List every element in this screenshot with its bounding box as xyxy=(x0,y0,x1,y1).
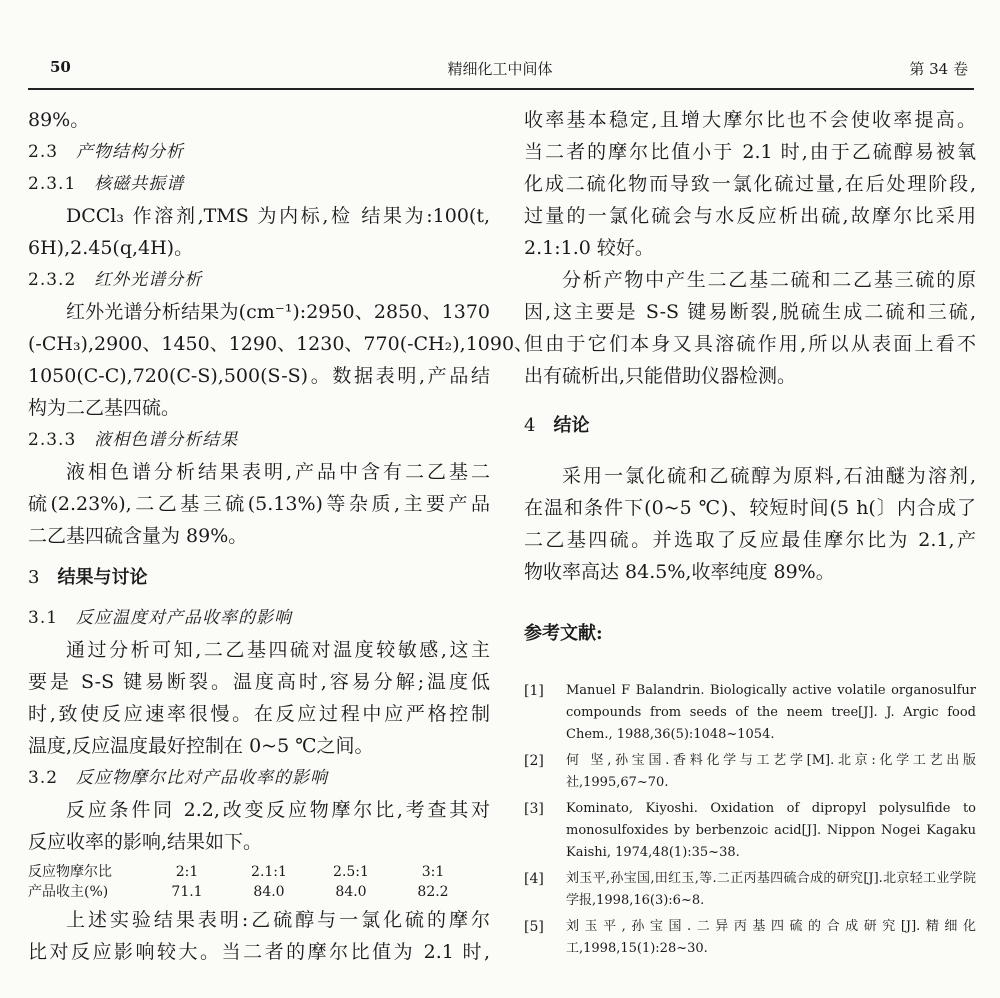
section-number: 3 xyxy=(28,567,40,588)
table-cell: 71.1 xyxy=(171,884,203,900)
reference-number: [1] xyxy=(524,683,544,699)
paragraph-line: 二乙基四硫。并选取了反应最佳摩尔比为 2.1,产 xyxy=(524,529,976,551)
subsection-heading xyxy=(28,168,490,200)
paragraph-line: 2.1:1.0 较好。 xyxy=(524,237,654,259)
table-row xyxy=(28,862,490,882)
section-heading xyxy=(28,762,490,794)
reference-text: Manuel F Balandrin. Biologically active volatile organosulfur compounds from seeds of the neem tree[J]. J. Argic food Chem., 1988,36(5):1048~1054. xyxy=(566,683,976,742)
paragraph-line: 要是 S-S 键易断裂。温度高时,容易分解;温度低 xyxy=(28,671,490,693)
paragraph-line: 温度,反应温度最好控制在 0~5 ℃之间。 xyxy=(28,735,374,757)
table-row xyxy=(28,882,490,902)
reference-number: [2] xyxy=(524,753,544,769)
section-title: 产物结构分析 xyxy=(76,142,185,162)
paragraph-line: 物收率高达 84.5%,收率纯度 89%。 xyxy=(524,561,835,583)
section-title: 结论 xyxy=(553,415,590,436)
reference-text: 刘玉平,孙宝国.二异丙基四硫的合成研究[J].精细化工,1998,15(1):28~30. xyxy=(566,919,976,956)
paragraph-line: 出有硫析出,只能借助仪器检测。 xyxy=(524,365,797,387)
paragraph-line: 收率基本稳定,且增大摩尔比也不会使收率提高。 xyxy=(524,109,976,131)
section-title: 反应物摩尔比对产品收率的影响 xyxy=(76,768,329,788)
row-label: 反应物摩尔比 xyxy=(28,864,112,880)
section-title: 反应温度对产品收率的影响 xyxy=(76,608,293,628)
reference-text: 何 坚,孙宝国.香料化学与工艺学[M].北京:化学工艺出版社,1995,67~70. xyxy=(566,753,976,790)
page-number: 50 xyxy=(50,58,71,76)
subsection-heading xyxy=(28,424,490,456)
chapter-heading xyxy=(524,410,976,442)
paragraph-line: 因,这主要是 S-S 键易断裂,脱硫生成二硫和三硫, xyxy=(524,301,976,323)
reference-item xyxy=(524,868,976,912)
table-cell: 3:1 xyxy=(421,864,445,880)
section-title: 红外光谱分析 xyxy=(94,270,203,290)
table-cell: 84.0 xyxy=(335,884,367,900)
paragraph-line: 过量的一氯化硫会与水反应析出硫,故摩尔比采用 xyxy=(524,205,976,227)
paragraph-line: 上述实验结果表明:乙硫醇与一氯化硫的摩尔 xyxy=(66,909,490,931)
paragraph-line: 硫(2.23%),二乙基三硫(5.13%)等杂质,主要产品 xyxy=(28,493,490,515)
paragraph-line: 反应条件同 2.2,改变反应物摩尔比,考查其对 xyxy=(66,799,490,821)
reference-text: 刘玉平,孙宝国,田红玉,等.二正丙基四硫合成的研究[J].北京轻工业学院学报,1998,16(3):6~8. xyxy=(566,871,976,908)
paragraph-line: 6H),2.45(q,4H)。 xyxy=(28,237,194,259)
section-number: 4 xyxy=(524,415,536,436)
paragraph-line: (-CH₃),2900、1450、1290、1230、770(-CH₂),1090、 xyxy=(28,333,534,355)
paragraph-line: 红外光谱分析结果为(cm⁻¹):2950、2850、1370 xyxy=(66,301,490,323)
reference-text: Kominato, Kiyoshi. Oxidation of dipropyl polysulfide to monosulfoxides by berbenzoic acid[J]. Nippon Nogei Kagaku Kaishi, 1974,48(1):35~38. xyxy=(566,801,976,860)
reference-list xyxy=(524,680,976,960)
table-cell: 2.5:1 xyxy=(333,864,369,880)
table-cell: 2.1:1 xyxy=(251,864,287,880)
section-number: 2.3 xyxy=(28,142,59,162)
references-heading: 参考文献: xyxy=(524,623,603,644)
journal-title: 精细化工中间体 xyxy=(447,60,553,78)
reference-item xyxy=(524,750,976,794)
left-column xyxy=(28,104,534,968)
chapter-heading xyxy=(28,562,490,594)
section-title: 结果与讨论 xyxy=(57,567,148,588)
header-rule xyxy=(28,88,974,90)
paragraph-line: 通过分析可知,二乙基四硫对温度较敏感,这主 xyxy=(66,639,490,661)
section-title: 液相色谱分析结果 xyxy=(94,430,239,450)
right-column xyxy=(524,104,976,964)
section-heading xyxy=(28,602,490,634)
volume-label: 第 34 卷 xyxy=(909,60,968,78)
results-table xyxy=(28,862,490,902)
reference-item xyxy=(524,798,976,864)
row-label: 产品收主(%) xyxy=(28,884,109,900)
section-number: 3.1 xyxy=(28,608,59,628)
paragraph-line: 反应收率的影响,结果如下。 xyxy=(28,831,263,853)
paragraph-line: 二乙基四硫含量为 89%。 xyxy=(28,525,248,547)
paragraph-line: 化成二硫化物而导致一氯化硫过量,在后处理阶段, xyxy=(524,173,976,195)
paragraph-line: 时,致使反应速率很慢。在反应过程中应严格控制 xyxy=(28,703,490,725)
section-number: 2.3.2 xyxy=(28,270,77,290)
subsection-heading xyxy=(28,264,490,296)
reference-number: [3] xyxy=(524,801,544,817)
paragraph-line: 但由于它们本身又具溶硫作用,所以从表面上看不 xyxy=(524,333,976,355)
paragraph-line: 比对反应影响较大。当二者的摩尔比值为 2.1 时, xyxy=(28,941,490,963)
reference-item xyxy=(524,680,976,746)
table-cell: 2:1 xyxy=(175,864,199,880)
reference-number: [5] xyxy=(524,919,544,935)
paragraph-line: 当二者的摩尔比值小于 2.1 时,由于乙硫醇易被氧 xyxy=(524,141,976,163)
paragraph-line: 分析产物中产生二乙基二硫和二乙基三硫的原 xyxy=(562,269,976,291)
reference-number: [4] xyxy=(524,871,544,887)
paragraph-line: DCCl₃ 作溶剂,TMS 为内标,检 结果为:100(t, xyxy=(66,205,490,227)
paragraph-line: 89%。 xyxy=(28,109,90,131)
section-number: 2.3.3 xyxy=(28,430,77,450)
paragraph-line: 在温和条件下(0~5 ℃)、较短时间(5 h(〕内合成了 xyxy=(524,497,976,519)
paragraph-line: 采用一氯化硫和乙硫醇为原料,石油醚为溶剂, xyxy=(562,465,976,487)
section-heading xyxy=(28,136,490,168)
paragraph-line: 构为二乙基四硫。 xyxy=(28,397,181,419)
running-header xyxy=(28,52,972,82)
reference-item xyxy=(524,916,976,960)
table-cell: 82.2 xyxy=(417,884,449,900)
section-number: 3.2 xyxy=(28,768,59,788)
paragraph-line: 1050(C-C),720(C-S),500(S-S)。数据表明,产品结 xyxy=(28,365,490,387)
table-cell: 84.0 xyxy=(253,884,285,900)
section-title: 核磁共振谱 xyxy=(94,174,185,194)
section-number: 2.3.1 xyxy=(28,174,77,194)
paragraph-line: 液相色谱分析结果表明,产品中含有二乙基二 xyxy=(66,461,490,483)
